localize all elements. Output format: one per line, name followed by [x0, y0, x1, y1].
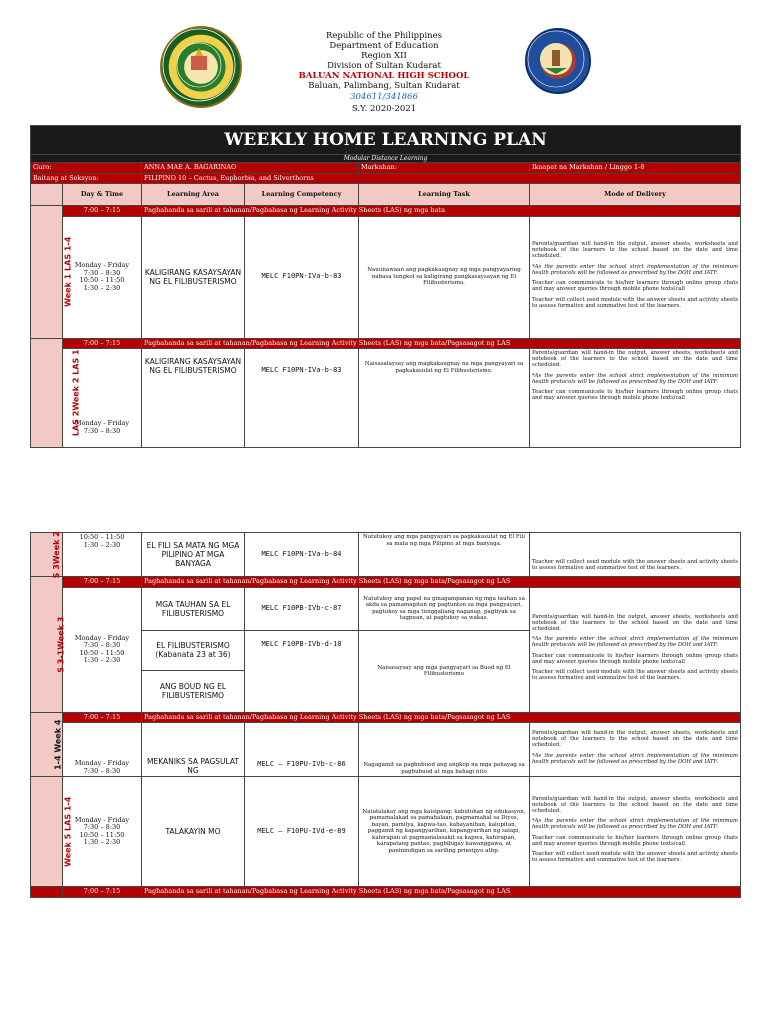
prep-note: Paghahanda sa sarili at tahanan/Pagbabasa ng Learning Activity Sheets (LAS) ng mga bata/Pagsasagot ng LAS	[142, 712, 741, 723]
prep-note: Paghahanda sa sarili at tahanan/Pagbabasa ng Learning Activity Sheets (LAS) ng mga bata	[142, 206, 741, 217]
week-4-learning-area: MEKANIKS SA PAGSULAT NG	[142, 723, 245, 777]
markahan-value: Ikaapat na Markahan / Linggo 1-8	[530, 163, 741, 174]
week-1-task: Nauunawaan ang pagkakaugnay ng mga pangyayaring nabasa tungkol sa kaligirang pangkasaysayan ng El Filibusterismo.	[359, 216, 530, 338]
week-3-label: S 3-1Week 3	[31, 577, 63, 713]
prep-time: 7:00 – 7:15	[63, 338, 142, 349]
plan-title: WEEKLY HOME LEARNING PLAN	[31, 126, 741, 155]
prep-note: Paghahanda sa sarili at tahanan/Pagbabasa ng Learning Activity Sheets (LAS) ng mga bata/Pagsasagot ng LAS	[142, 338, 741, 349]
prep-time: 7:00 – 7:15	[63, 206, 142, 217]
week-4-task: Nagagamit sa pagbubuod ang angkop na mga pahayag sa pagbubuod at mga bahagi nito	[359, 723, 530, 777]
week-3-competency-2: MELC F10PB-IVb-d-10	[245, 630, 359, 712]
prep-time: 7:00 – 7:15	[63, 712, 142, 723]
week-3-learning-area-2: EL FILIBUSTERISMO (Kabanata 23 at 36)	[142, 630, 245, 670]
col-mode-of-delivery: Mode of Delivery	[530, 184, 741, 206]
prep-time: 7:00 – 7:15	[63, 887, 142, 898]
baitang-value: FILIPINO 10 – Cactus, Euphorbia, and Silverthorns	[142, 173, 741, 184]
week-1-label: Week 1 LAS 1-4	[31, 206, 63, 339]
week-5-competency: MELC – F10PU-IVd-e-89	[245, 777, 359, 887]
week-4-competency: MELC – F10PU-IVb-c-86	[245, 723, 359, 777]
col-learning-competency: Learning Competency	[245, 184, 359, 206]
week-2-label: LAS 2Week 2 LAS 1	[31, 338, 63, 448]
prep-note: Paghahanda sa sarili at tahanan/Pagbabasa ng Learning Activity Sheets (LAS) ng mga bata/Pagsasagot ng LAS	[142, 887, 741, 898]
plan-table-page-2	[30, 532, 740, 926]
school-year: S.Y. 2020-2021	[351, 104, 417, 114]
week-3-task-2: Naisasaysay ang mga pangyayari sa Buod ng El Filibusterismo	[359, 630, 530, 712]
week-3-learning-area-3: ANG BOUD NG EL FILIBUSTERISMO	[142, 670, 245, 712]
week-1-competency: MELC F10PN-IVa-b-83	[245, 216, 359, 338]
plan-table-page-1	[30, 125, 740, 452]
header-deped: Department of Education	[329, 41, 439, 51]
week-3a-label: S 3Week 2	[31, 533, 63, 577]
guro-value: ANNA MAE A. BAGARINAO	[142, 163, 359, 174]
week-5-learning-area: TALAKAYIN MO	[142, 777, 245, 887]
week-3a-schedule: 10:50 – 11:50 1:30 – 2:30	[63, 533, 142, 577]
week-4-mode: Parents/guardian will hand-in the output, answer sheets, worksheets and notebook of the learners to the school based on the date and time scheduled. *As the parents enter the school strict implementation of the minimum health protocols will be followed as prescribed by the DOH and IATF.	[530, 723, 741, 777]
week-2-task: Naisasalaysay ang magkakaugnay na mga pangyayari sa pagkakasulat ng El Filibusterismo.	[359, 349, 530, 448]
baitang-label: Baitang at Seksyon:	[31, 173, 142, 184]
week-4-label: 1-4 Week 4	[31, 712, 63, 777]
markahan-label: Markahan:	[359, 163, 530, 174]
week-1-learning-area: KALIGIRANG KASAYSAYAN NG EL FILIBUSTERISMO	[142, 216, 245, 338]
col-learning-task: Learning Task	[359, 184, 530, 206]
week-3a-mode: Teacher will collect used module with the answer sheets and activity sheets to assess formative and summative test of the learners.	[530, 533, 741, 577]
school-id: 304611/341866	[350, 92, 418, 102]
week-4-schedule: Monday - Friday 7:30 – 8:30	[63, 723, 142, 777]
week-1-mode: Parents/guardian will hand-in the output, answer sheets, worksheets and notebook of the learners to the school based on the date and time scheduled. *As the parents enter the school strict implementation of the minimum health protocols will be followed as prescribed by the DOH and IATF. Teacher can communicate to his/her learners through online group chats and may answer queries through mobile phone texts/call Teacher will collect used module with the answer sheets and activity sheets to assess formative and summative test of the learners.	[530, 216, 741, 338]
guro-label: Guro:	[31, 163, 142, 174]
plan-subtitle: Modular Distance Learning	[31, 155, 741, 163]
col-day-time: Day & Time	[63, 184, 142, 206]
week-3-competency-1: MELC F10PB-IVb-c-87	[245, 587, 359, 630]
week-5-mode: Parents/guardian will hand-in the output, answer sheets, worksheets and notebook of the learners to the school based on the date and time scheduled. *As the parents enter the school strict implementation of the minimum health protocols will be followed as prescribed by the DOH and IATF. Teacher can communicate to his/her learners through online group chats and may answer queries through mobile phone texts/call Teacher will collect used module with the answer sheets and activity sheets to assess formative and summative test of the learners.	[530, 777, 741, 887]
letterhead	[0, 0, 768, 122]
week-5-schedule: Monday - Friday 7:30 – 8:30 10:50 – 11:50 1:30 – 2:30	[63, 777, 142, 887]
week-2-mode: Parents/guardian will hand-in the output, answer sheets, worksheets and notebook of the learners to the school based on the date and time scheduled. *As the parents enter the school strict implementation of the minimum health protocols will be followed as prescribed by the DOH and IATF. Teacher can communicate to his/her learners through online group chats and may answer queries through mobile phone texts/call	[530, 349, 741, 448]
week-2-schedule: Monday - Friday 7:30 – 8:30	[63, 349, 142, 448]
header-division: Division of Sultan Kudarat	[327, 61, 441, 71]
week-3-learning-area-1: MGA TAUHAN SA EL FILIBUSTERISMO	[142, 587, 245, 630]
header-region: Region XII	[361, 51, 407, 61]
header-republic: Republic of the Philippines	[325, 31, 443, 41]
week-3a-competency: MELC F10PN-IVa-b-84	[245, 533, 359, 577]
week-3-task-1: Natutukoy ang papel na ginagampanan ng mga tauhan sa akda sa pamamagitan ng pagtunton sa mga pangyayari, pagtukoy sa mga tunggaliang naganap, pagtiyak sa tagpuan, at pagtukoy sa wakas.	[359, 587, 530, 630]
week-5-task: Natatalakay ang mga kaisipang: kabuluhan ng edukasyon, pamamalakad sa pamahalaan, pagmamahal sa Diyos, bayan, pamilya, kapwa-tao, kabayanihan, kalupitan, paggamit ng kapangyarihan, kapangyarihan ng salapi, kahirapan at pagmamalasakit sa kapwa, kahirapan, karapatang pantao, pagbibigay kawanggawa, at paninindigan sa sariling prinsipyo atbp.	[359, 777, 530, 887]
week-3-mode: Parents/guardian will hand-in the output, answer sheets, worksheets and notebook of the learners to the school based on the date and time scheduled. *As the parents enter the school strict implementation of the minimum health protocols will be followed as prescribed by the DOH and IATF. Teacher can communicate to his/her learners through online group chats and may answer queries through mobile phone texts/call Teacher will collect used module with the answer sheets and activity sheets to assess formative and summative test of the learners.	[530, 587, 741, 712]
prep-time: 7:00 – 7:15	[63, 577, 142, 588]
prep-note: Paghahanda sa sarili at tahanan/Pagbabasa ng Learning Activity Sheets (LAS) ng mga bata/Pagsasagot ng LAS	[142, 577, 741, 588]
week-5-label: Week 5 LAS 1-4	[31, 777, 63, 887]
week-2-learning-area: KALIGIRANG KASAYSAYAN NG EL FILIBUSTERISMO	[142, 349, 245, 448]
school-name: BALUAN NATIONAL HIGH SCHOOL	[298, 71, 470, 81]
week-3a-task: Natutukoy ang mga pangyayari sa pagkakasulat ng El Fili sa mata ng mga Pilipino at mga banyaga.	[359, 533, 530, 577]
week-2-competency: MELC F10PN-IVa-b-83	[245, 349, 359, 448]
week-1-schedule: Monday - Friday 7:30 – 8:30 10:50 – 11:50 1:30 – 2:30	[63, 216, 142, 338]
col-learning-area: Learning Area	[142, 184, 245, 206]
school-address: Baluan, Palimbang, Sultan Kudarat	[308, 81, 460, 91]
week-3-schedule: Monday - Friday 7:30 – 8:30 10:50 – 11:50 1:30 – 2:30	[63, 587, 142, 712]
week-3a-learning-area: EL FILI SA MATA NG MGA PILIPINO AT MGA BANYAGA	[142, 533, 245, 577]
